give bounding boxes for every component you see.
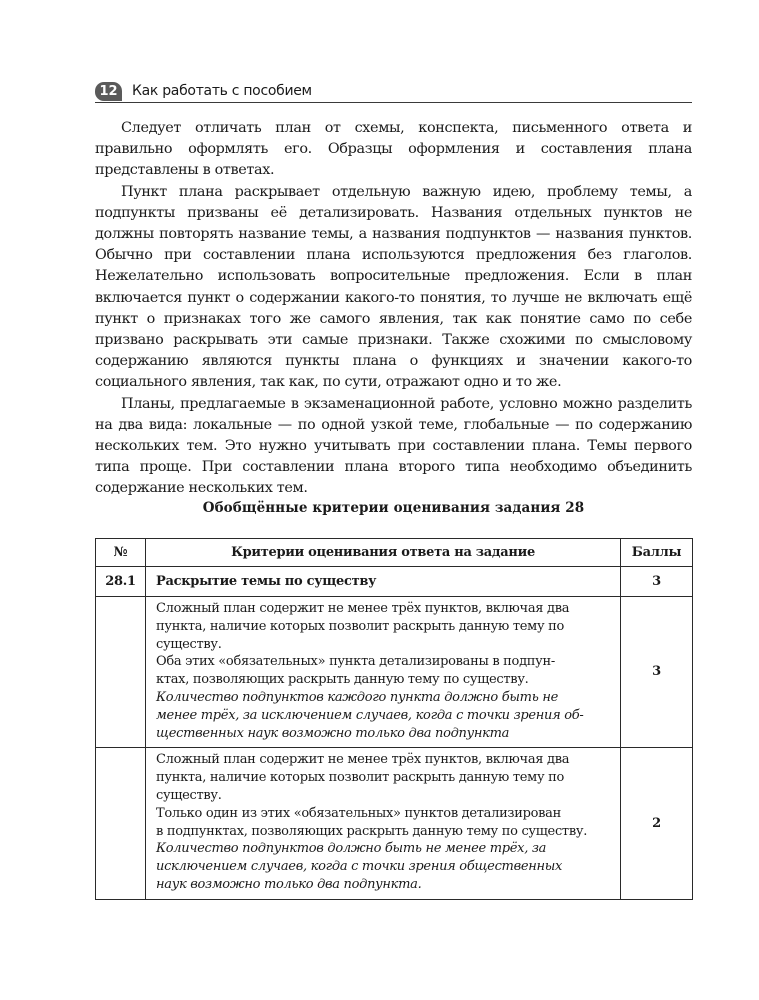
row-number: 28.1	[96, 567, 146, 597]
header-criteria: Критерии оценивания ответа на задание	[146, 539, 621, 567]
criterion-line: Сложный план содержит не менее трёх пунктов, включая два	[156, 601, 570, 616]
criterion-title: Раскрытие темы по существу	[146, 567, 621, 597]
table-row	[96, 597, 693, 748]
body-text	[95, 118, 692, 500]
running-header	[95, 80, 692, 103]
criterion-line: Оба этих «обязательных» пункта детализированы в подпун-	[156, 654, 555, 670]
criterion-line: в подпунктах, позволяющих раскрыть данную тему по существу.	[156, 823, 588, 839]
criterion-note-line: щественных наук возможно только два подпункта	[156, 725, 510, 741]
criterion-line: пункта, наличие которых позволит раскрыть данную тему по	[156, 618, 565, 634]
paragraph: Пункт плана раскрывает отдельную важную идею, проблему темы, а подпункты призваны её детализировать. Названия отдельных пунктов не должны повторять название темы, а названия подпунктов — названия пунктов. Обычно при составлении плана используются предложения без глаголов. Нежелательно использовать вопросительные предложения. Если в план включается пункт о содержании какого-то понятия, то лучше не включать ещё пункт о признаках того же самого явления, так как понятие само по себе призвано раскрывать эти самые признаки. Также схожими по смысловому содержанию являются пункты плана о функциях и значении какого-то социального явления, так как, по сути, отражают одно и то же.	[95, 183, 692, 391]
row-points: 3	[621, 567, 693, 597]
table-header-row	[96, 539, 693, 567]
paragraph: Планы, предлагаемые в экзаменационной работе, условно можно разделить на два вида: локальные — по одной узкой теме, глобальные — по содержанию нескольких тем. Это нужно учитывать при составлении плана. Темы первого типа проще. При составлении плана второго типа необходимо объединить содержание нескольких тем.	[95, 395, 692, 497]
criterion-note-line: Количество подпунктов должно быть не менее трёх, за	[156, 841, 547, 857]
criterion-line: ктах, позволяющих раскрыть данную тему по существу.	[156, 672, 529, 688]
criterion-note-line: Количество подпунктов каждого пункта должно быть не	[156, 689, 558, 705]
row-number	[96, 748, 146, 899]
criterion-line: пункта, наличие которых позволит раскрыть данную тему по	[156, 770, 565, 786]
criteria-table	[95, 538, 693, 900]
criterion-note-line: наук возможно только два подпункта.	[156, 876, 422, 892]
criterion-line: Сложный план содержит не менее трёх пунктов, включая два	[156, 752, 570, 768]
criterion-description	[146, 748, 621, 899]
paragraph: Следует отличать план от схемы, конспекта, письменного ответа и правильно оформлять его. Образцы оформления и составления плана представлены в ответах.	[95, 120, 692, 179]
row-points: 2	[621, 748, 693, 899]
criterion-line: Только один из этих «обязательных» пунктов детализирован	[156, 805, 561, 821]
criterion-note-line: исключением случаев, когда с точки зрения общественных	[156, 859, 563, 875]
table-title: Обобщённые критерии оценивания задания 28	[202, 500, 585, 516]
page-number: 12	[95, 82, 122, 101]
table-row	[96, 748, 693, 899]
header-points: Баллы	[621, 539, 693, 567]
row-number	[96, 597, 146, 748]
criterion-note-line: менее трёх, за исключением случаев, когда с точки зрения об-	[156, 707, 584, 723]
table-row	[96, 567, 693, 597]
section-title: Как работать с пособием	[132, 83, 312, 99]
header-num: №	[96, 539, 146, 567]
criterion-line: существу.	[156, 787, 222, 803]
criterion-description	[146, 597, 621, 748]
row-points: 3	[621, 597, 693, 748]
criterion-line: существу.	[156, 636, 222, 652]
